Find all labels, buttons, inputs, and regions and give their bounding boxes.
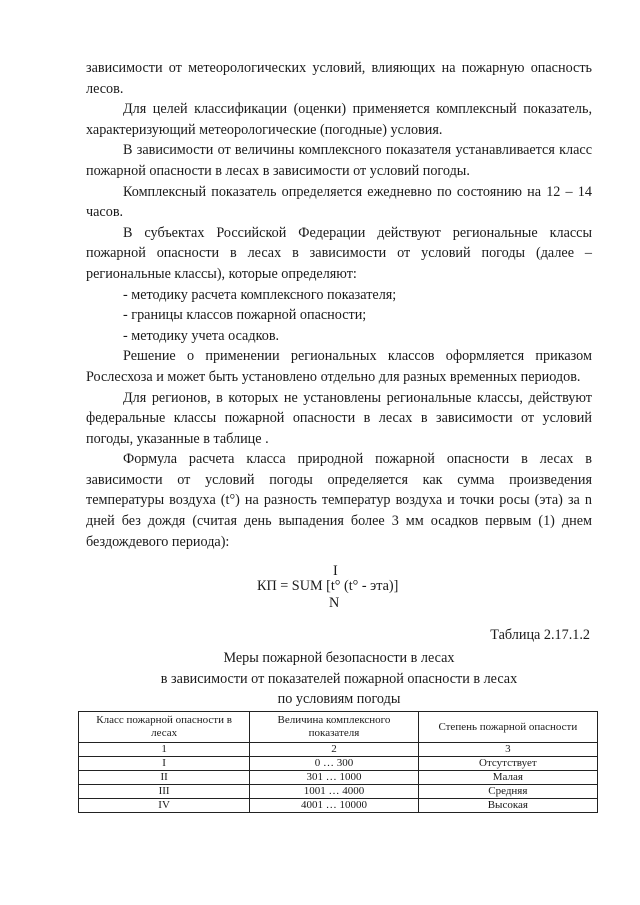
column-header: Степень пожарной опасности (418, 712, 597, 743)
paragraph: Решение о применении региональных классов оформляется приказом Рослесхоза и может быть установлено отдельно для разных временных периодов. (86, 348, 592, 385)
column-header: Класс пожарной опасности в лесах (79, 712, 250, 743)
table-cell: 0 … 300 (250, 757, 418, 771)
caption-line: Меры пожарной безопасности в лесах (223, 650, 455, 666)
table-cell: 1 (79, 743, 250, 757)
table-cell: II (79, 771, 250, 785)
body-text (86, 58, 592, 552)
table-cell: 2 (250, 743, 418, 757)
column-header: Величина комплексного показателя (250, 712, 418, 743)
paragraph: В зависимости от величины комплексного показателя устанавливается класс пожарной опасности в лесах в зависимости от условий погоды. (86, 142, 592, 179)
formula-expression: КП = SUM [t° (t° - эта)] (257, 578, 399, 594)
table-number: Таблица 2.17.1.2 (490, 627, 590, 643)
table-cell: III (79, 785, 250, 799)
table-cell: IV (79, 799, 250, 813)
table-cell: 301 … 1000 (250, 771, 418, 785)
table-row (79, 757, 598, 771)
caption-line: по условиям погоды (277, 691, 401, 708)
table-cell: I (79, 757, 250, 771)
list-item: - границы классов пожарной опасности; (123, 307, 367, 324)
table-row (79, 771, 598, 785)
table-header-row (79, 712, 598, 743)
table-cell: Малая (418, 771, 597, 785)
table-numbering-row (79, 743, 598, 757)
table-cell: Высокая (418, 799, 597, 813)
fire-danger-table (78, 711, 598, 813)
table-cell: 1001 … 4000 (250, 785, 418, 799)
caption-line: в зависимости от показателей пожарной опасности в лесах (160, 670, 518, 687)
table-cell: 3 (418, 743, 597, 757)
list-item: - методику расчета комплексного показателя; (123, 286, 397, 303)
formula-lower-limit: N (329, 595, 340, 611)
table-cell: Средняя (418, 785, 597, 799)
paragraph: Для целей классификации (оценки) применяется комплексный показатель, характеризующий метеорологические (погодные) условия. (86, 101, 592, 138)
paragraph: зависимости от метеорологических условий, влияющих на пожарную опасность лесов. (86, 60, 592, 97)
paragraph: Комплексный показатель определяется ежедневно по состоянию на 12 – 14 часов. (86, 183, 592, 221)
table-cell: Отсутствует (418, 757, 597, 771)
table-cell: 4001 … 10000 (250, 799, 418, 813)
paragraph: Формула расчета класса природной пожарной опасности в лесах в зависимости от условий погоды определяется как сумма произведения температуры воздуха (t°) на разность температур воздуха и точки росы (эта) за n дней без дождя (считая день выпадения более 3 мм осадков первым (1) днем бездождевого периода): (86, 451, 592, 550)
list-item: - методику учета осадков. (123, 327, 280, 344)
formula-upper-limit: I (333, 563, 338, 579)
table-row (79, 799, 598, 813)
table-caption (86, 648, 592, 710)
paragraph: В субъектах Российской Федерации действуют региональные классы пожарной опасности в лесах в зависимости от условий погоды (далее – региональные классы), которые определяют: (86, 224, 592, 282)
paragraph: Для регионов, в которых не установлены региональные классы, действуют федеральные классы пожарной опасности в лесах в зависимости от условий погоды, указанные в таблице . (86, 389, 592, 447)
table-row (79, 785, 598, 799)
